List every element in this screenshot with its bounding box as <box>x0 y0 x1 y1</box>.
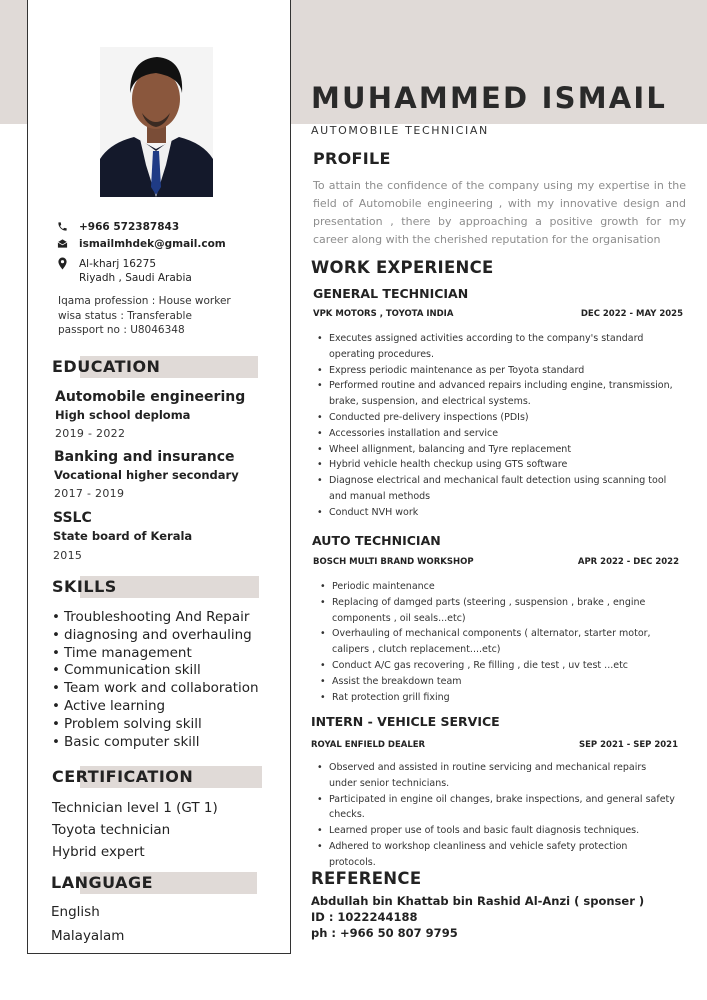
skill-item: • Troubleshooting And Repair <box>52 609 259 627</box>
job-company-3: ROYAL ENFIELD DEALER <box>311 740 426 750</box>
duty-item: • Participated in engine oil changes, brake inspections, and general safety checks. <box>315 792 675 824</box>
profile-text: To attain the confidence of the company using my expertise in the field of Automobile engineering , with my innovative design and presentation , there by approaching a positive growth for my career along with the cherished reputation for the organisation <box>313 179 686 246</box>
job-title-2: AUTO TECHNICIAN <box>312 533 441 548</box>
certification-item: Hybrid expert <box>52 844 145 860</box>
duty-item: • Conduct A/C gas recovering , Re filling , die test , uv test ...etc <box>318 658 668 674</box>
duty-item: • Conducted pre-delivery inspections (PDIs) <box>315 410 675 426</box>
address-line-2: Riyadh , Saudi Arabia <box>79 272 192 284</box>
skill-item: • Communication skill <box>52 662 259 680</box>
job-title-3: INTERN - VEHICLE SERVICE <box>311 714 500 729</box>
education-years-1: 2019 - 2022 <box>55 427 126 440</box>
education-sub-1: High school deploma <box>55 408 191 422</box>
skills-title: SKILLS <box>52 577 117 596</box>
iqama-profession: Iqama profession : House worker <box>58 295 231 307</box>
job-duties-1 <box>315 331 675 521</box>
skill-item: • Team work and collaboration <box>52 680 259 698</box>
certification-item: Technician level 1 (GT 1) <box>52 800 218 816</box>
skill-item: • Problem solving skill <box>52 716 259 734</box>
job-dates-2: APR 2022 - DEC 2022 <box>577 557 679 567</box>
envelope-icon <box>57 238 71 252</box>
certification-item: Toyota technician <box>52 822 171 838</box>
skill-item: • Time management <box>52 645 259 663</box>
job-company-1: VPK MOTORS , TOYOTA INDIA <box>313 309 454 319</box>
passport-number: passport no : U8046348 <box>58 324 185 336</box>
duty-item: • Periodic maintenance <box>318 579 668 595</box>
candidate-name: MUHAMMED ISMAIL <box>311 81 668 115</box>
job-title-1: GENERAL TECHNICIAN <box>313 286 469 301</box>
duty-item: • Observed and assisted in routine servicing and mechanical repairs under senior technicians. <box>315 760 675 792</box>
duty-item: • Rat protection grill fixing <box>318 690 668 706</box>
education-years-2: 2017 - 2019 <box>54 487 125 500</box>
duty-item: • Assist the breakdown team <box>318 674 668 690</box>
wisa-status: wisa status : Transferable <box>58 309 192 322</box>
duty-item: • Wheel allignment, balancing and Tyre replacement <box>315 442 675 458</box>
certification-title: CERTIFICATION <box>52 767 194 786</box>
duty-item: • Overhauling of mechanical components ( alternator, starter motor, calipers , clutch replacement....etc) <box>318 626 668 658</box>
email-address[interactable]: ismailmhdek@gmail.com <box>79 238 226 250</box>
education-heading-2: Banking and insurance <box>54 449 235 465</box>
certification-list <box>52 797 218 863</box>
duty-item: • Diagnose electrical and mechanical fault detection using scanning tool and manual methods <box>315 473 675 505</box>
duty-item: • Express periodic maintenance as per Toyota standard <box>315 363 675 379</box>
job-dates-3: SEP 2021 - SEP 2021 <box>579 740 678 750</box>
reference-id: ID : 1022244188 <box>311 910 418 924</box>
profile-photo <box>100 47 213 197</box>
phone-number: +966 572387843 <box>79 221 180 233</box>
skill-item: • Basic computer skill <box>52 734 259 752</box>
job-duties-3 <box>315 760 675 871</box>
duty-item: • Replacing of damged parts (steering , suspension , brake , engine components , oil seals...etc) <box>318 595 668 627</box>
job-duties-2 <box>318 579 668 705</box>
location-pin-icon <box>57 257 71 273</box>
address-line-1: Al-kharj 16275 <box>79 258 157 270</box>
duty-item: • Executes assigned activities according to the company's standard operating procedures. <box>315 331 675 363</box>
phone-icon <box>57 221 71 235</box>
education-title: EDUCATION <box>52 357 161 376</box>
job-company-2: BOSCH MULTI BRAND WORKSHOP <box>313 557 474 567</box>
education-heading-1: Automobile engineering <box>55 389 246 405</box>
contact-email <box>57 238 226 252</box>
skills-list <box>52 609 259 751</box>
language-item: Malayalam <box>51 928 125 944</box>
duty-item: • Performed routine and advanced repairs including engine, transmission, brake, suspension, and electrical systems. <box>315 378 675 410</box>
job-dates-1: DEC 2022 - MAY 2025 <box>580 309 683 319</box>
skill-item: • Active learning <box>52 698 259 716</box>
education-sub-2: Vocational higher secondary <box>54 468 239 482</box>
language-title: LANGUAGE <box>51 873 154 892</box>
duty-item: • Hybrid vehicle health checkup using GTS software <box>315 457 675 473</box>
skill-item: • diagnosing and overhauling <box>52 627 259 645</box>
candidate-subtitle: AUTOMOBILE TECHNICIAN <box>311 124 489 137</box>
profile-title: PROFILE <box>313 149 391 168</box>
duty-item: • Adhered to workshop cleanliness and vehicle safety protection protocols. <box>315 839 675 871</box>
duty-item: • Conduct NVH work <box>315 505 675 521</box>
language-list <box>51 900 124 948</box>
reference-name: Abdullah bin Khattab bin Rashid Al-Anzi ( sponser ) <box>311 894 645 908</box>
duty-item: • Accessories installation and service <box>315 426 675 442</box>
work-experience-title: WORK EXPERIENCE <box>311 258 494 277</box>
education-heading-3: SSLC <box>53 510 92 526</box>
personal-details <box>58 294 231 338</box>
contact-address <box>57 257 192 285</box>
duty-item: • Learned proper use of tools and basic fault diagnosis techniques. <box>315 823 675 839</box>
language-item: English <box>51 904 100 920</box>
reference-title: REFERENCE <box>311 869 422 888</box>
education-years-3: 2015 <box>53 549 83 562</box>
education-sub-3: State board of Kerala <box>53 529 193 543</box>
reference-phone[interactable]: ph : +966 50 807 9795 <box>311 926 458 940</box>
contact-phone <box>57 221 179 235</box>
